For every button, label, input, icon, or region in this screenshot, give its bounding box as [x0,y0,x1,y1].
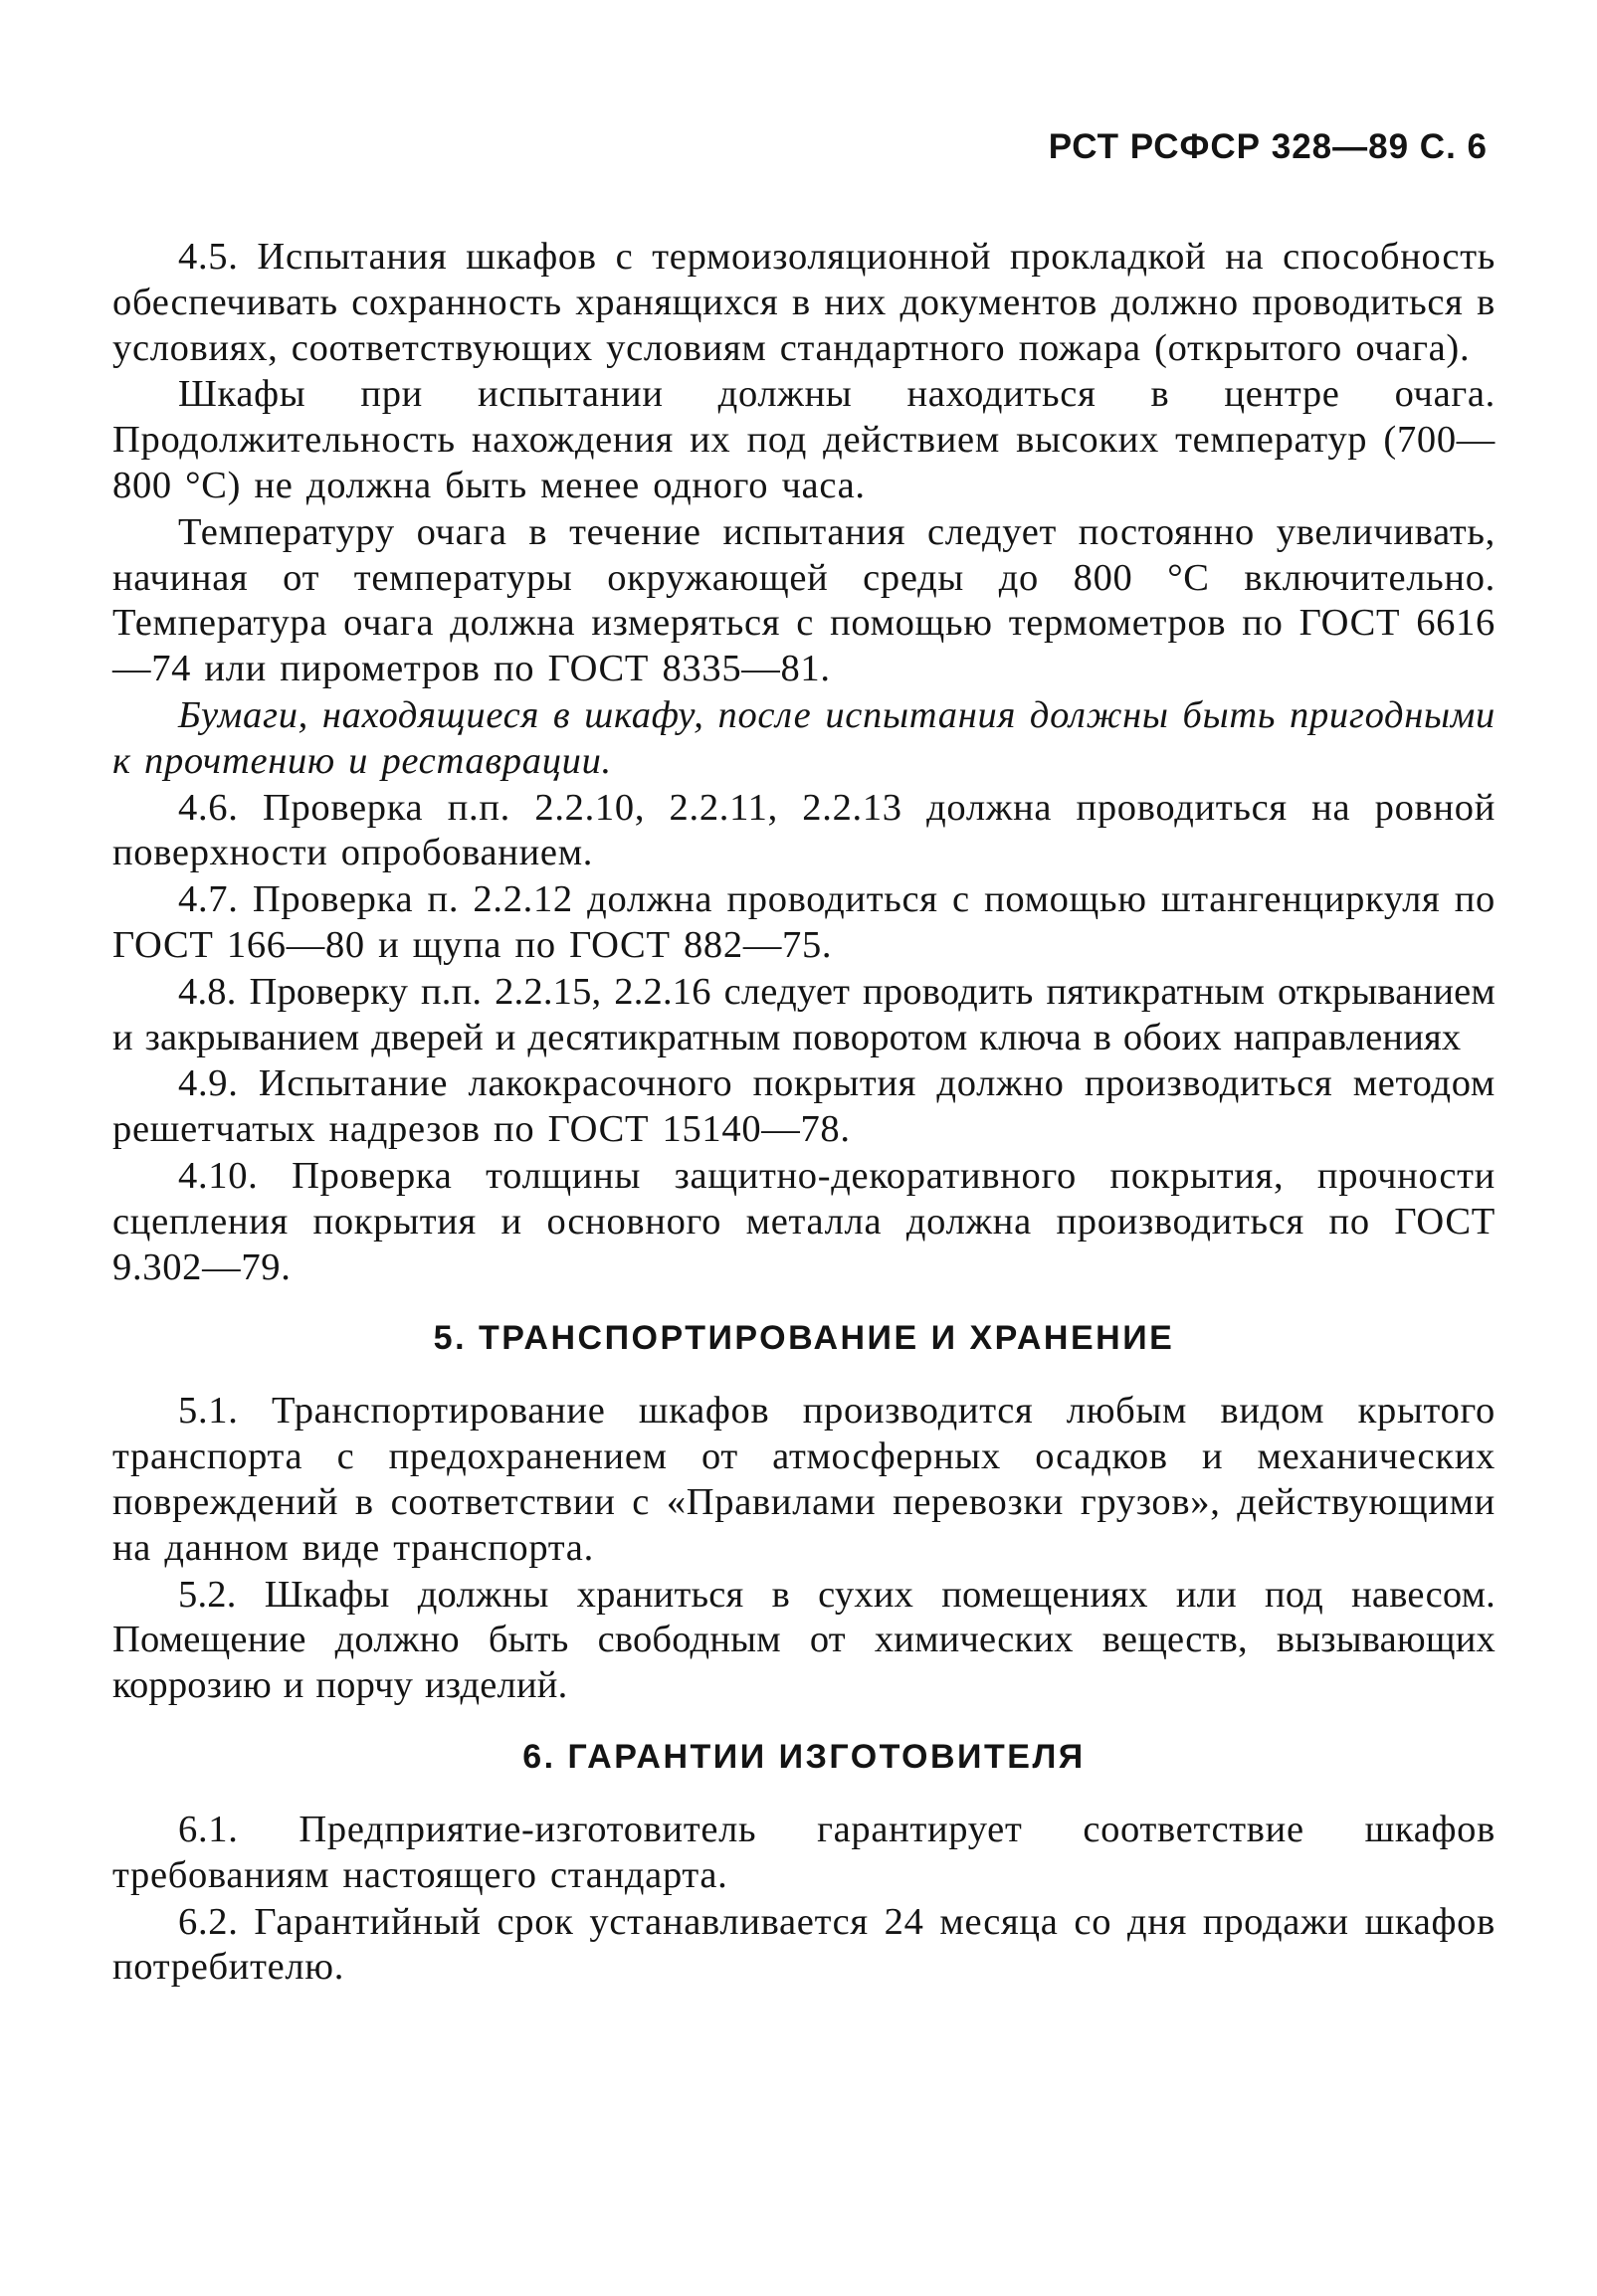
paragraph-4-9: 4.9. Испытание лакокрасочного покрытия должно производиться методом решетчатых надрезов по ГОСТ 15140—78. [112,1062,1496,1151]
paragraph-5-1: 5.1. Транспортирование шкафов производится любым видом крытого транспорта с предохранением от атмосферных осадков и механических повреждений в соответствии с «Правилами перевозки грузов», действующими на данном виде транспорта. [112,1390,1496,1569]
paragraph-4-5: 4.5. Испытания шкафов с термоизоляционной прокладкой на способность обеспечивать сохранность хранящихся в них документов должно проводиться в условиях, соответствующих условиям стандартного пожара (открытого очага). [112,236,1496,369]
paragraph-4-5-temperature: Температуру очага в течение испытания следует постоянно увеличивать, начиная от температуры окружающей среды до 800 °С включительно. Температура очага должна измеряться с помощью термометров по ГОСТ 6616—74 или пирометров по ГОСТ 8335—81. [112,510,1496,690]
paragraph-4-5-papers: Бумаги, находящиеся в шкафу, после испытания должны быть пригодными к прочтению и реставрации. [112,693,1496,782]
paragraph-4-10: 4.10. Проверка толщины защитно-декоративного покрытия, прочности сцепления покрытия и основного металла должна производиться по ГОСТ 9.302—79. [112,1154,1496,1288]
paragraph-4-8: 4.8. Проверку п.п. 2.2.15, 2.2.16 следует проводить пятикратным открыванием и закрыванием дверей и десятикратным поворотом ключа в обоих направлениях [112,970,1496,1058]
paragraph-4-6: 4.6. Проверка п.п. 2.2.10, 2.2.11, 2.2.13 должна проводиться на ровной поверхности опробованием. [112,786,1496,874]
paragraph-4-7: 4.7. Проверка п. 2.2.12 должна проводиться с помощью штангенциркуля по ГОСТ 166—80 и щупа по ГОСТ 882—75. [112,878,1496,966]
paragraph-6-1: 6.1. Предприятие-изготовитель гарантирует соответствие шкафов требованиям настоящего стандарта. [112,1808,1496,1896]
page-header: РСТ РСФСР 328—89 С. 6 [1048,127,1488,166]
paragraph-5-2: 5.2. Шкафы должны храниться в сухих помещениях или под навесом. Помещение должно быть свободным от химических веществ, вызывающих коррозию и порчу изделий. [112,1573,1496,1707]
paragraph-4-5-placement: Шкафы при испытании должны находиться в центре очага. Продолжительность нахождения их под действием высоких температур (700—800 °С) не должна быть менее одного часа. [112,373,1496,506]
document-body [112,235,1496,1992]
section-6-title: 6. ГАРАНТИИ ИЗГОТОВИТЕЛЯ [522,1737,1086,1776]
paragraph-6-2: 6.2. Гарантийный срок устанавливается 24 месяца со дня продажи шкафов потребителю. [112,1900,1496,1989]
section-5-title: 5. ТРАНСПОРТИРОВАНИЕ И ХРАНЕНИЕ [433,1319,1175,1358]
